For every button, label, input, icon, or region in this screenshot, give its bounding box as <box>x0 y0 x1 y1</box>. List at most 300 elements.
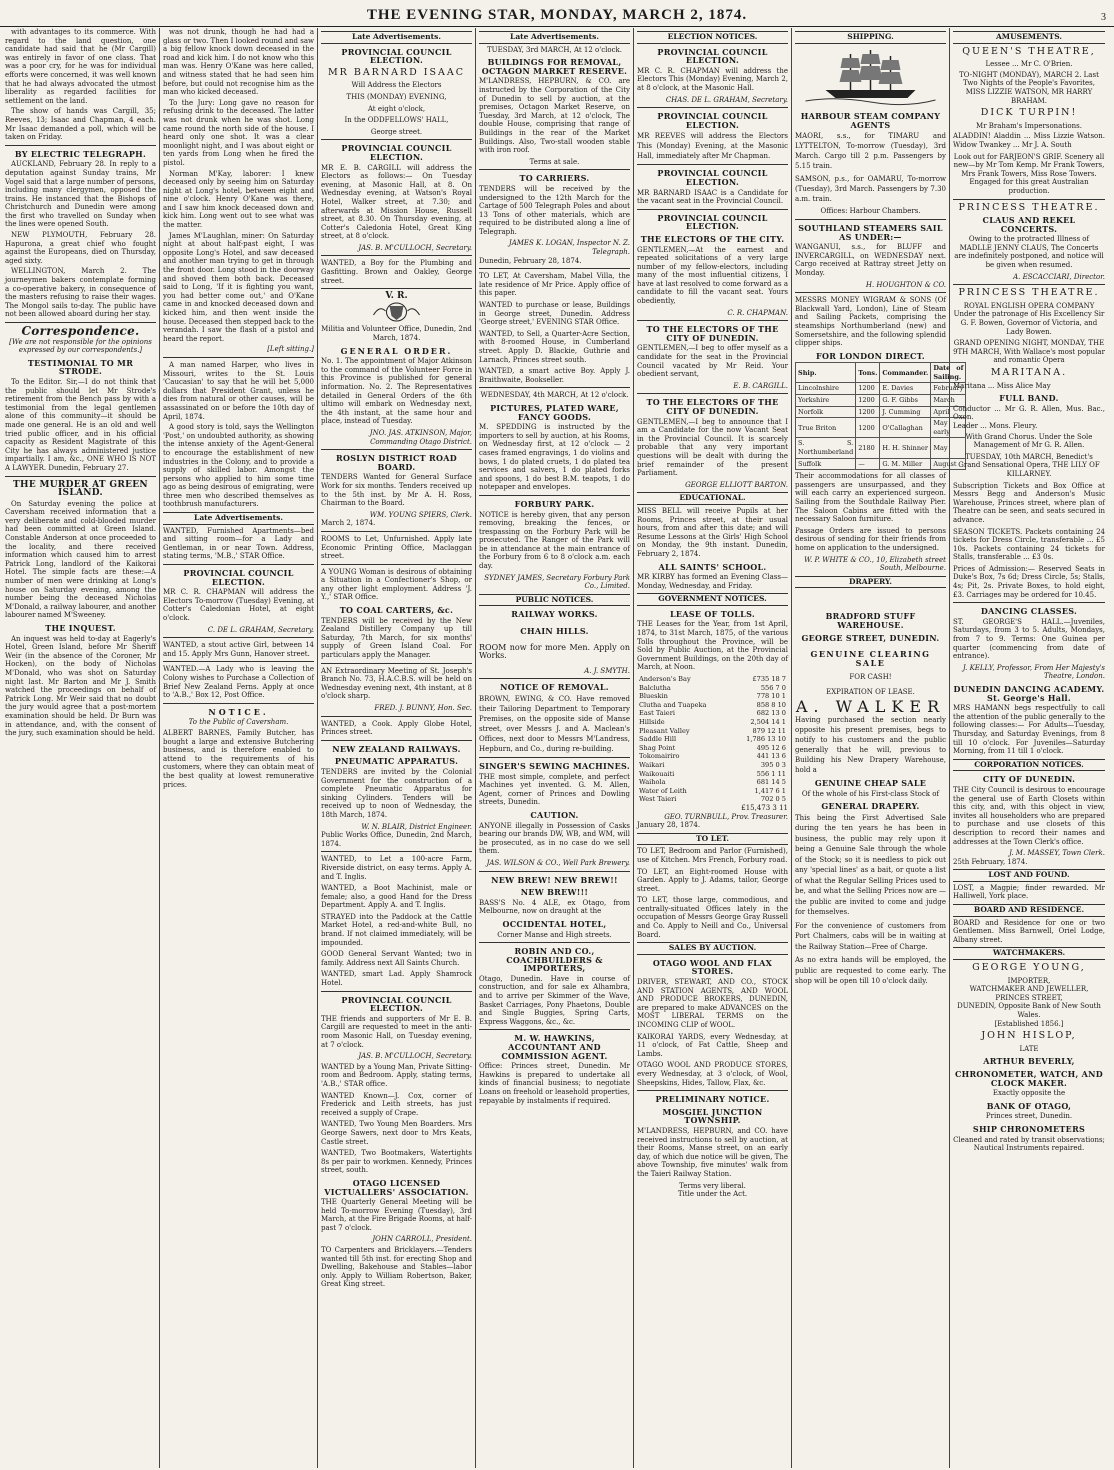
advertisement: M. SPEDDING is instructed by the importers to sell by auction, at his Rooms, on Wednesday first, at 12 o'clock — 2 cases framed engravings, 1 do violins and bows, 1 do plated cruets, 1 do plated tea services and salvers, 1 do plated forks and spoons, 1 do best B.M. teapots, 1 do notepaper and envelopes. <box>479 423 630 492</box>
ad-signature: W. P. WHITE & CO., 10, Elizabeth street South, Melbourne. <box>804 555 946 573</box>
advertisement: ALBERT BARNES, Family Butcher, has bought a large and extensive Butchering business, and is therefore enabled to attend to the requirements of his customers, where they can obtain meat of the best quality at lowest remunerative prices. <box>163 728 314 789</box>
ad-heading: PROVINCIAL COUNCIL ELECTION. <box>657 168 768 187</box>
section-heading: Late Advertisements. <box>163 512 314 525</box>
advertisement: A YOUNG Woman is desirous of obtaining a Situation in a Confectioner's Shop, or any other light employment. Address 'J. Y.,' STAR Office. <box>321 567 472 602</box>
ad-heading: SINGER'S SEWING MACHINES. <box>479 761 630 771</box>
advertisement: MAORI, s.s., for TIMARU and LYTTELTON, To-morrow (Tuesday), 3rd March. Cargo till 2 p.m. Passengers by 5.15 train. <box>795 132 946 171</box>
ad-line: Mr Braham's Impersonations. <box>976 121 1082 130</box>
ships-cell: E. Davies <box>880 383 931 395</box>
tolls-row <box>637 709 788 718</box>
toll-name: Balclutha <box>639 683 671 692</box>
ad-line: Terms at sale. <box>529 157 580 166</box>
ad-display-name: QUEEN'S THEATRE, <box>962 45 1096 57</box>
ships-cell: S. S. Northumberland <box>796 438 856 458</box>
ad-heading: GENUINE CLEARING SALE <box>810 649 931 668</box>
divider <box>163 703 314 704</box>
ad-display-name: MARITANA. <box>990 367 1068 378</box>
divider <box>321 288 472 289</box>
ad-signature: C. R. CHAPMAN. <box>727 308 788 317</box>
section-heading: WATCHMAKERS. <box>953 947 1105 960</box>
advertisement: WANTED, Two Bootmakers, Watertights 8s per pair to workmen. Kennedy, Princes street, south. <box>321 1149 472 1175</box>
advertisement: GRAND OPENING NIGHT, MONDAY, THE 9TH MARCH, With Wallace's most popular and romantic Opera <box>953 339 1105 365</box>
royal-arms-icon <box>321 301 472 323</box>
telegram: NEW PLYMOUTH, February 28. Hapurona, a great chief who fought against the Europeans, died on Thursday, aged sixty. <box>5 231 156 265</box>
ad-line: WATCHMAKER AND JEWELLER, <box>969 985 1089 994</box>
ad-line: Offices: Harbour Chambers. <box>820 207 921 216</box>
ad-heading: PRELIMINARY NOTICE. <box>655 1094 770 1105</box>
ad-heading: PROVINCIAL COUNCIL ELECTION. <box>657 46 768 66</box>
article-subheading: THE INQUEST. <box>45 623 116 633</box>
ad-line: IMPORTER, <box>1007 976 1051 985</box>
advertisement: With Grand Chorus. Under the Sole Management of Mr G. R. Allen. <box>965 432 1093 450</box>
divider <box>637 1090 788 1091</box>
ad-signature: FRED. J. BUNNY, Hon. Sec. <box>374 704 472 712</box>
divider <box>479 757 630 758</box>
ad-signature: WM. YOUNG SPIERS, Clerk. <box>369 510 472 519</box>
ad-date: Dunedin, February 28, 1874. <box>479 256 582 265</box>
tolls-row <box>637 727 788 736</box>
ships-cell: 2180 <box>856 438 880 458</box>
advertisement: ROOM now for more Men. Apply on Works. <box>479 642 630 661</box>
ad-line: Maritana ... Miss Alice May <box>953 381 1051 390</box>
advertisement: WANTED, a Cook. Apply Globe Hotel, Princes street. <box>321 719 472 737</box>
advertisement: Otago, Dunedin. Have in course of construction, and for sale ex Alhambra, and to arrive per Skimmer of the Wave, Basket Carriages, Pony Phaetons, Double and Single Buggies, Spring Carts, Express Waggons, &c., &c. <box>479 974 630 1026</box>
toll-name: West Taieri <box>639 795 677 804</box>
section-heading: SALES BY AUCTION. <box>637 942 788 955</box>
advertisement: WANTED Known—J. Cox, corner of Frederick and Leith streets, has just received a supply of Crape. <box>321 1091 472 1117</box>
advertisement: MRS HAMANN begs respectfully to call the attention of the public generally to the following classes:— For Adults—Tuesday, Thursday, and Saturday Evenings, from 8 till 10 o'clock. For Juveniles—Saturday Morning, from 11 till 1 o'clock. <box>953 704 1105 756</box>
ad-date: March 2, 1874. <box>321 519 376 528</box>
ships-row <box>796 406 966 418</box>
ad-heading: DUNEDIN DANCING ACADEMY. St. George's Hall. <box>953 684 1105 703</box>
advertisement: WANTED by a Young Man, Private Sitting-room and Bedroom. Apply, stating terms, 'A.B.,' STAR office. <box>321 1062 472 1088</box>
sale-date: TUESDAY, 3rd MARCH, At 12 o'clock. <box>487 45 622 54</box>
advertisement: LOST, a Magpie; finder rewarded. Mr Halliwell, York place. <box>953 883 1105 901</box>
ad-heading: NEW BREW!!! <box>520 887 589 898</box>
advertisement: WANTED to purchase or lease, Buildings in George street, Dunedin. Address 'George street,' EVENING STAR Office. <box>479 301 630 327</box>
ad-display-name: JOHN HISLOP, <box>981 1030 1077 1042</box>
article-text: On Saturday evening the police at Caversham received information that a very deliberate and cold-blooded murder had been committed at Green Island. Constable Anderson at once proceeded to the locality, and there received information which caused him to arrest Patrick Long, landlord of the Kaikorai Hotel. The simple facts are these:—A number of men were drinking at Long's house on Saturday evening, among the number being the deceased Nicholas M'Donald, a railway labourer, and another labourer named M'Sweeney. <box>5 499 156 620</box>
ad-heading: GEORGE STREET, DUNEDIN. <box>801 632 940 643</box>
advertisement: THE most simple, complete, and perfect Machines yet invented. G. M. Allen, Agent, corner of Princes and Dowling streets, Dunedin. <box>479 772 630 807</box>
tolls-total: £15,473 3 11 <box>741 803 788 812</box>
advertisement: Prices of Admission:— Reserved Seats in Duke's Box, 7s 6d; Dress Circle, 5s; Stalls, 4s; Pit, 2s. Private Boxes, to hold eight, £3. Carriages may be ordered for 10.45. <box>953 564 1105 599</box>
advertisement: THE Quarterly General Meeting will be held To-morrow Evening (Tuesday), 3rd March, at the Fire Brigade Rooms, at half-past 7 o'clock. <box>321 1198 472 1232</box>
toll-name: Blueskin <box>639 692 668 701</box>
ships-cell: Norfolk <box>796 406 856 418</box>
ships-column-header: Date of Sailing. <box>931 363 966 383</box>
article-text: A man named Harper, who lives in Missouri, writes to the St. Louis 'Caucasian' to say that he will bet 5,000 dollars that President Grant, unless he dies from natural or other causes, will be assassinated on or before the 10th day of April, 1874. <box>163 360 314 421</box>
section-heading: DRAPERY. <box>795 576 946 589</box>
tolls-row <box>637 692 788 701</box>
ships-cell: February <box>931 383 966 395</box>
divider <box>321 449 472 450</box>
advertisement: M'LANDRESS, HEPBURN, and CO. have received instructions to sell by auction, at their Rooms, Manse street, on an early day, of which due notice will be given, The above Township, five minutes' walk from the Taieri Railway Station. <box>637 1126 788 1178</box>
tolls-row <box>637 787 788 796</box>
ad-heading: NOTICE. <box>208 706 269 717</box>
ad-heading: PROVINCIAL COUNCIL ELECTION. <box>657 212 768 232</box>
ships-cell: 1200 <box>856 383 880 395</box>
divider <box>795 219 946 220</box>
advertisement: BASS'S No. 4 ALE, ex Otago, from Melbourne, now on draught at the <box>479 898 630 916</box>
ad-signature: A. ESCACCIARI, Director. <box>1013 272 1105 281</box>
divider <box>479 169 630 170</box>
advertisement: ST. GEORGE'S HALL.—Juveniles, Saturdays, from 3 to 5. Adults, Mondays, from 7 to 9. Terms: One Guinea per quarter (commencing from date of entrance). <box>953 617 1105 661</box>
ships-cell: 1200 <box>856 418 880 438</box>
divider <box>953 284 1105 285</box>
divider <box>637 393 788 394</box>
page-number: 3 <box>1101 12 1106 23</box>
advertisement: TUESDAY, 10th MARCH, Benedict's Grand Sensational Opera, THE LILY OF KILLARNEY. <box>958 452 1100 478</box>
tolls-row <box>637 675 788 684</box>
ad-line: Lessee ... Mr C. O'Brien. <box>985 60 1073 69</box>
tolls-row <box>637 701 788 710</box>
divider <box>321 851 472 852</box>
ad-line: Corner Manse and High streets. <box>497 930 612 939</box>
ad-line: [Established 1856.] <box>994 1019 1064 1028</box>
advertisement: Their accommodations for all classes of passengers are unsurpassed, and they will each carry an experienced surgeon. Sailing from the Southdale Railway Pier. The Saloon Cabins are fitted with the necessary Saloon furniture. <box>795 472 946 524</box>
ad-heading: NOTICE OF REMOVAL. <box>500 682 609 693</box>
ad-line: Conductor ... Mr G. R. Allen, Mus. Bac., Oxon. <box>953 404 1105 422</box>
ad-line: Of the whole of his First-class Stock of <box>801 789 940 798</box>
ad-heading: ARTHUR BEVERLY, <box>983 1056 1075 1067</box>
advertisement: WANTED, to Sell, a Quarter-Acre Section, with 8-roomed House, in Cumberland street. Apply D. Blackie, Guthrie and Larnach, Princes street south. <box>479 329 630 364</box>
ships-cell: Lincolnshire <box>796 383 856 395</box>
column-4 <box>476 28 634 1468</box>
newspaper-title: THE EVENING STAR, MONDAY, MARCH 2, 1874. <box>366 6 748 23</box>
ships-cell: Suffolk <box>796 458 856 470</box>
divider <box>795 292 946 293</box>
ad-display-name: A. WALKER <box>795 696 946 716</box>
divider <box>479 871 630 872</box>
ships-column-header: Commander. <box>880 363 931 383</box>
toll-name: Anderson's Bay <box>639 675 691 684</box>
ad-line: At eight o'clock, <box>367 104 426 113</box>
ad-signature: H. HOUGHTON & CO. <box>865 280 946 289</box>
ad-line: Leader ... Mons. Fleury. <box>953 421 1038 430</box>
ad-heading: HARBOUR STEAM COMPANY AGENTS <box>800 111 941 130</box>
ships-cell: 1200 <box>856 395 880 407</box>
article-text: To the Jury: Long gave no reason for refusing drink to the deceased. The latter was not drunk when he was shot. Long came round the north side of the house. I heard only one shot. It was a clear moonlight night, and I was about eight or ten yards from Long when he fired the pistol. <box>163 98 314 167</box>
divider <box>321 531 472 532</box>
divider <box>163 564 314 565</box>
ad-heading: PROVINCIAL COUNCIL ELECTION. <box>341 994 452 1014</box>
tolls-table <box>637 675 788 804</box>
ships-cell: 1200 <box>856 406 880 418</box>
advertisement: MR BARNARD ISAAC is a Candidate for the vacant seat in the Provincial Council. <box>637 188 788 206</box>
ad-line: FOR CASH! <box>849 673 892 682</box>
advertisement: OTAGO WOOL AND PRODUCE STORES, every Wednesday, at 3 o'clock, of Wool, Sheepskins, Hides, Tallow, Flax, &c. <box>637 1061 788 1087</box>
advertisement: Look out for FARJEON'S GRIF. Scenery all new—by Mr Tom Kemp. Mr Frank Towers, Mrs Frank Towers, Miss Rose Towers. Engaged for this great Australian production. <box>953 152 1105 195</box>
section-heading: ELECTION NOTICES. <box>637 31 788 44</box>
divider <box>163 357 314 358</box>
advertisement: TENDERS Wanted for General Surface Work for six months. Tenders received up to the 5th inst. by Mr A. H. Ross, Chairman to the Board. <box>321 473 472 508</box>
ad-heading: M. W. HAWKINS, ACCOUNTANT AND COMMISSION AGENT. <box>501 1033 608 1061</box>
toll-amount: 682 13 0 <box>756 709 786 718</box>
advertisement: Passage Orders are issued to persons desirous of sending for their friends from home on application to the undersigned. <box>795 526 946 552</box>
telegram: WELLINGTON, March 2. The journeymen bakers contemplate forming a co-operative bakery, in consequence of the masters refusing to raise their wages. The Mongol sails to-day. The public have not been allowed aboard during her stay. <box>5 267 156 319</box>
ad-date: 25th February, 1874. <box>953 857 1028 866</box>
divider <box>5 322 156 323</box>
advertisement: TO Carpenters and Bricklayers.—Tenders wanted till 5th inst. for erecting Shop and Dwelling, Bakehouse and Stables—labor only. Apply to William Robertson, Baker, Great King street. <box>321 1246 472 1289</box>
ad-signature: JOHN CARROLL, President. <box>372 1235 472 1244</box>
section-heading: SHIPPING. <box>795 31 946 44</box>
advertisement: THE City Council is desirous to encourage the general use of Earth Closets within this city, and, with this object in view, invites all householders who are prepared to purchase and use closets of this description to record their names and addresses at the Town Clerk's office. <box>953 785 1105 846</box>
toll-amount: 395 0 3 <box>760 760 786 769</box>
column-6 <box>792 28 964 1468</box>
divider <box>5 476 156 477</box>
toll-amount: 702 0 5 <box>760 795 786 804</box>
ad-signature: J. KELLY, Professor, From Her Majesty's Theatre, London. <box>962 663 1105 681</box>
ad-heading: DANCING CLASSES. <box>980 606 1078 617</box>
ad-heading: SOUTHLAND STEAMERS SAIL AS UNDER:— <box>798 222 943 242</box>
ships-cell: May <box>931 438 966 458</box>
ad-heading: ROBIN AND CO., COACHBUILDERS & IMPORTERS, <box>506 946 603 974</box>
advertisement: Having purchased the section nearly opposite his present premises, begs to notify to his customers and the public generally that he will, previous to Building his New Drapery Warehouse, hold a <box>795 716 946 775</box>
advertisement: MR REEVES will address the Electors This (Monday) Evening, at the Masonic Hall, immediately after Mr Chapman. <box>637 132 788 161</box>
toll-amount: 441 13 6 <box>756 752 786 761</box>
ad-display-name: DICK TURPIN! <box>980 107 1078 119</box>
ships-row <box>796 458 966 470</box>
ad-subheading: To the Public of Caversham. <box>188 718 289 727</box>
ships-cell: August <box>931 458 966 470</box>
ad-line: PRINCES STREET, <box>995 993 1063 1002</box>
advertisement: WANTED, a smart active Boy. Apply J. Braithwaite, Bookseller. <box>479 367 630 384</box>
ad-signature: J. M. MASSEY, Town Clerk. <box>1009 849 1105 858</box>
article-text: The show of hands was Cargill, 35; Reeves, 13; Isaac and Chapman, 4 each. Mr Isaac demanded a poll, which will be taken on Friday. <box>5 107 156 142</box>
ad-heading: NEW ZEALAND RAILWAYS. <box>332 743 461 754</box>
ad-heading: MOSGIEL JUNCTION TOWNSHIP. <box>662 1106 763 1126</box>
ad-line: Exactly opposite the <box>992 1089 1066 1098</box>
section-heading: BOARD AND RESIDENCE. <box>953 904 1105 917</box>
divider <box>321 716 472 717</box>
advertisement: GENTLEMEN,—I beg to offer myself as a candidate for the seat in the Provincial Council vacated by Mr Reid. Your obedient servant, <box>637 344 788 379</box>
ad-heading: PROVINCIAL COUNCIL ELECTION. <box>341 143 452 162</box>
ad-heading: PROVINCIAL COUNCIL ELECTION. <box>341 46 452 66</box>
ad-line: Terms very liberal. <box>679 1181 746 1190</box>
ships-cell: G. F. Gibbs <box>880 395 931 407</box>
ships-cell: March <box>931 395 966 407</box>
section-heading: CORPORATION NOTICES. <box>953 759 1105 772</box>
divider <box>479 942 630 943</box>
advertisement: TENDERS will be received by the New Zealand Distillery Company up till Saturday, 7th March, for six months' supply of Green Island Coal. For particulars apply the Manager. <box>321 616 472 660</box>
tolls-row <box>637 684 788 693</box>
divider <box>953 199 1105 200</box>
ships-cell: H. H. Shinner <box>880 438 931 458</box>
royal-cipher: V. R. <box>385 291 408 302</box>
divider <box>479 387 630 388</box>
toll-name: Tokomairiro <box>639 752 680 761</box>
divider <box>479 268 630 269</box>
ad-display-name: PRINCESS THEATRE. <box>958 287 1100 299</box>
ad-display-name: MR BARNARD ISAAC <box>327 66 466 78</box>
ad-heading: PICTURES, PLATED WARE, FANCY GOODS. <box>490 402 619 422</box>
ad-signature: GEO. TURNBULL, Prov. Treasurer. <box>664 812 788 821</box>
advertisement: M'LANDRESS, HEPBURN, & CO. are instructed by the Corporation of the City of Dunedin to sell by auction, at the premises, Octagon Market Reserve, on Tuesday, 3rd March, at 12 o'clock, The double House, comprising that range of Buildings in the rear of the Market Buildings. Also, Two-stall wooden stable with iron roof. <box>479 77 630 155</box>
advertisement: Subscription Tickets and Box Office at Messrs Begg and Anderson's Music Warehouse, Princes street, where plan of Theatre can be seen, and seats secured in advance. <box>953 481 1105 524</box>
column-5 <box>634 28 792 1468</box>
advertisement: No. 1. The appointment of Major Atkinson to the command of the Volunteer Force in this Province is published for general information. No. 2. The Representatives detailed in General Orders of the 6th ultimo will embark on Wednesday next, the 4th instant, at the same hour and place, instead of Tuesday. <box>321 357 472 426</box>
divider <box>637 320 788 321</box>
ad-subheading: CHAIN HILLS. <box>520 626 589 637</box>
divider <box>953 602 1105 603</box>
divider <box>479 1029 630 1030</box>
ad-heading: FOR LONDON DIRECT. <box>816 350 925 361</box>
ad-heading: FULL BAND. <box>999 393 1059 404</box>
ad-line: Title under the Act. <box>677 1190 748 1199</box>
sailing-ship-icon <box>795 46 946 106</box>
ad-signature: JAS. B. M'CULLOCH, Secretary. <box>358 243 472 252</box>
toll-amount: 681 14 5 <box>756 778 786 787</box>
advertisement: GENTLEMEN,—At the earnest and repeated solicitations of a very large number of my fellow-electors, including many of the most influential citizens, I have at last resolved to come forward as a candidate to fill the vacant seat. Yours obediently, <box>637 245 788 306</box>
ad-line: EXPIRATION OF LEASE. <box>826 687 915 696</box>
ad-signature: SYDNEY JAMES, Secretary Forbury Park Co., Limited. <box>484 573 630 591</box>
telegram: AUCKLAND, February 28. In reply to a deputation against Sunday trains, Mr Vogel said that a large number of persons, including many clergymen, opposed the trains. He instanced that the Bishops of Christchurch and Dunedin were among the first who travelled on Sunday when the lines were opened South. <box>5 160 156 229</box>
ad-subheading: PNEUMATIC APPARATUS. <box>334 756 459 767</box>
section-heading: Late Advertisements. <box>479 31 630 44</box>
advertisement: ALADDIN! Aladdin ... Miss Lizzie Watson. Widow Twankey ... Mr J. A. South <box>953 132 1105 149</box>
advertisement: This being the First Advertised Sale during the ten years he has been in business, the public may rely upon it being a Genuine Sale through the whole of the Stock; so it is needless to pick out any 'special lines' as a bait, or quote a list of what the Regular Selling Prices used to be, and what the Selling Prices now are — the public are invited to come and judge for themselves. <box>795 813 946 917</box>
section-heading: Correspondence. <box>21 324 140 338</box>
ad-heading: OTAGO LICENSED VICTUALLERS' ASSOCIATION. <box>324 1177 469 1197</box>
advertisement: THE friends and supporters of Mr E. B. Cargill are requested to meet in the anti-room Masonic Hall, on Tuesday evening, at 7 o'clock. <box>321 1014 472 1049</box>
advertisement: ROOMS to Let, Unfurnished. Apply late Economic Printing Office, Maclaggan street. <box>321 534 472 561</box>
advertisement: For the convenience of customers from Port Chalmers, cabs will be in waiting at the Railway Station—Free of Charge. <box>795 921 946 951</box>
ad-heading: OTAGO WOOL AND FLAX STORES. <box>652 957 773 977</box>
masthead <box>0 4 1114 27</box>
advertisement: AN Extraordinary Meeting of St. Joseph's Branch No. 73, H.A.C.B.S. will be held on Wednesday evening next, 4th instant, at 8 o'clock sharp. <box>321 666 472 701</box>
ad-line: In the ODDFELLOWS' HALL, <box>344 116 449 125</box>
ad-line: DUNEDIN, Opposite Bank of New South Wales. <box>957 1002 1101 1019</box>
ships-row <box>796 418 966 438</box>
advertisement: TO LET, At Caversham, Mabel Villa, the late residence of Mr Price. Apply office of this paper. <box>479 272 630 298</box>
ad-signature: JAS. B. M'CULLOCH, Secretary. <box>358 1052 472 1061</box>
section-heading: EDUCATIONAL. <box>637 492 788 505</box>
divider <box>637 107 788 108</box>
ad-line: THIS (MONDAY) EVENING, <box>346 92 447 101</box>
toll-name: Saddle Hill <box>639 735 677 744</box>
toll-amount: 495 12 6 <box>756 743 786 752</box>
advertisement: WANTED, smart Lad. Apply Shamrock Hotel. <box>321 970 472 988</box>
ad-signature: JAMES K. LOGAN, Inspector N. Z. Telegraph. <box>508 239 630 257</box>
article-heading: THE MURDER AT GREEN ISLAND. <box>13 479 148 499</box>
toll-amount: 1,786 13 10 <box>746 735 786 744</box>
advertisement: WANTED, a stout active Girl, between 14 and 15. Apply Mrs Gunn, Hanover street. <box>163 641 314 658</box>
ad-date: January 28, 1874. <box>637 821 701 830</box>
letter-text: To the Editor. Sir,—I do not think that the public should let Mr Strode's retirement from the Bench pass by with a testimonial from the legal gentlemen alone of this community—it should be made one general. He is an old and well tried public officer, and in his official capacity as Resident Magistrate of this City he has always administered justice impartially. I am, &c., ONE WHO IS NOT A LAWYER. Dunedin, February 27. <box>5 377 156 472</box>
advertisement: GENTLEMEN,—I beg to announce that I am a Candidate for the now Vacant Seat in the Provincial Council. It is scarcely probable that any very important questions will be dealt with during the brief remainder of the present Parliament. <box>637 417 788 478</box>
ad-signature: W. N. BLAIR, District Engineer. <box>361 822 472 831</box>
toll-name: Shag Point <box>639 743 676 752</box>
divider <box>321 139 472 140</box>
advertisement: WANTED, a Boot Machinist, male or female; also, a good Hand for the Dress Department. Apply A. and T. Inglis. <box>321 884 472 910</box>
ad-signature: GEORGE ELLIOTT BARTON. <box>685 480 788 489</box>
advertisement: WANTED, Furnished Apartments—bed and sitting room—for a Lady and Gentleman, in or near Town. Address, stating terms, 'M.B.,' STAR Office. <box>163 526 314 561</box>
advertisement: TO LET, Bedroom and Parlor (Furnished), use of Kitchen. Mrs French, Forbury road. <box>637 847 788 864</box>
advertisement: WANTED.—A Lady who is leaving the Colony wishes to Purchase a Collection of Brief New Zealand Ferns. Apply at once to 'A.B.,' Box 12, Post Office. <box>163 665 314 700</box>
tolls-row <box>637 778 788 787</box>
advertisement: TO-NIGHT (MONDAY), MARCH 2. Last Two Nights of the People's Favorites, MISS LIZZIE WATSON, MR HARRY BRAHAM. <box>959 70 1099 105</box>
advertisement: TENDERS are invited by the Colonial Government for the construction of a complete Pneumatic Apparatus for sinking Cylinders. Tenders will be received up to noon of Wednesday, the 18th March, 1874. <box>321 767 472 819</box>
toll-amount: 556 1 11 <box>756 769 786 778</box>
divider <box>5 145 156 146</box>
ad-line: George street. <box>370 127 423 136</box>
ad-heading: TO THE ELECTORS OF THE CITY OF DUNEDIN. <box>646 324 779 343</box>
divider <box>479 495 630 496</box>
advertisement: WANTED, to Let a 100-acre Farm, Riverside district, on easy terms. Apply A. and T. Inglis. <box>321 855 472 881</box>
ad-heading: FORBURY PARK. <box>514 498 595 509</box>
ad-display-name: GEORGE YOUNG, <box>972 962 1086 974</box>
ships-row <box>796 383 966 395</box>
ships-cell: J. Cumming <box>880 406 931 418</box>
ships-cell: G. M. Miller <box>880 458 931 470</box>
tolls-row <box>637 761 788 770</box>
column-7 <box>950 28 1108 1468</box>
ad-heading: RAILWAY WORKS. <box>511 609 598 620</box>
ad-signature: JAS. WILSON & CO., Well Park Brewery. <box>486 858 630 867</box>
ad-heading: ROSLYN DISTRICT ROAD BOARD. <box>336 453 457 472</box>
ad-signature: JNO. JAS. ATKINSON, Major, Commanding Otago District. <box>369 428 472 446</box>
letter-heading: TESTIMONIAL TO MR STRODE. <box>27 357 134 377</box>
section-heading: PUBLIC NOTICES. <box>479 594 630 607</box>
ad-signature: C. DE L. GRAHAM, Secretary. <box>207 625 314 634</box>
ships-row <box>796 395 966 407</box>
ad-heading: TO COAL CARTERS, &c. <box>339 605 454 616</box>
advertisement: KAIKORAI YARDS, every Wednesday, at 11 o'clock, of Fat Cattle, Sheep and Lambs. <box>637 1032 788 1058</box>
column-1 <box>2 28 160 1468</box>
ad-heading: GENERAL DRAPERY. <box>821 801 920 812</box>
ad-heading: LEASE OF TOLLS. <box>670 608 755 619</box>
divider <box>163 637 314 638</box>
tolls-row <box>637 752 788 761</box>
article-text: James M'Laughlan, miner: On Saturday night at about half-past eight, I was opposite Long's Hotel, and saw deceased and another man trying to get in through the front door. Long stood in the doorway and shoved them both back. Deceased said to Long, 'If it is fighting you want, you had better come out,' and O'Kane came in and knocked deceased down and kicked him, and then went inside the house. Deceased then stepped back to the verandah. I saw the flash of a pistol and heard the report. <box>163 231 314 343</box>
ad-heading: PROVINCIAL COUNCIL ELECTION. <box>183 568 294 587</box>
advertisement: BROWN, EWING, & CO. Have removed their Tailoring Department to Temporary Premises, on the opposite side of Manse street, over Messrs J. and A. Maclean's Offices, next door to Messrs M'Landress, Hepburn, and Co., during re-building. <box>479 695 630 753</box>
divider <box>637 164 788 165</box>
advertisement: Owing to the protracted Illness of MADLLE JENNY CLAUS, The Concerts are indefinitely postponed, and notice will be given when resumed. <box>954 235 1104 270</box>
advertisement: ROYAL ENGLISH OPERA COMPANY Under the patronage of His Excellency Sir G. F. Bowen, Governor of Victoria, and Lady Bowen. <box>953 301 1105 336</box>
ad-heading: BUILDINGS FOR REMOVAL, OCTAGON MARKET RESERVE. <box>481 57 628 76</box>
article-text: An inquest was held to-day at Eagerly's Hotel, Green Island, before Mr Sheriff Weir (in the absence of the Coroner, Mr Hocken), on the body of Nicholas M'Donald, who was shot on Saturday night last. Mr Barton and Mr J. Smith watched the proceedings on behalf of Patrick Long. Mr Weir said that no doubt the jury would agree that a post-mortem examination should be held. Dr Burn was in attendance, and, with the consent of the jury, such examination should be held. <box>5 634 156 738</box>
advertisement: Office: Princes street, Dunedin. Mr Hawkins is prepared to undertake all kinds of financial business; to negotiate Loans on freehold or leasehold properties, repayable by instalments if required. <box>479 1062 630 1105</box>
ad-heading: CAUTION. <box>530 809 579 820</box>
ad-line: Cleaned and rated by transit observations; Nautical Instruments repaired. <box>953 1135 1105 1153</box>
ad-heading: CLAUS AND REKEL CONCERTS. <box>982 215 1076 234</box>
advertisement: MISS BELL will receive Pupils at her Rooms, Princes street, at their usual hours, from and after this date; and will Resume Lessons at the Girls' High School on Monday, the 9th instant. Dunedin, February 2, 1874. <box>637 506 788 558</box>
divider <box>321 255 472 256</box>
advertisement: TO LET, those large, commodious, and centrally-situated Offices lately in the occupation of Messrs George Gray Russell and Co. Apply to Neill and Co., Universal Board. <box>637 896 788 939</box>
advertisement: BOARD and Residence for one or two Gentlemen. Miss Barnwell, Oriel Lodge, Albany street. <box>953 918 1105 944</box>
divider <box>163 661 314 662</box>
section-heading: GOVERNMENT NOTICES. <box>637 593 788 606</box>
ad-heading: TO CARRIERS. <box>519 173 590 184</box>
toll-name: Pleasant Valley <box>639 726 690 735</box>
advertisement: THE Leases for the Year, from 1st April, 1874, to 31st March, 1875, of the various Tolls throughout the Province, will be Sold by Public Auction, at the Provincial Government Buildings, on the 20th day of March, at Noon. <box>637 620 788 672</box>
toll-name: Waikari <box>639 760 665 769</box>
advertisement: TO LET, an Eight-roomed House with Garden. Apply to J. Adams, tailor, George street. <box>637 867 788 893</box>
advertisement: SAMSON, p.s., for OAMARU, To-morrow (Tuesday), 3rd March. Passengers by 7.30 a.m. train. <box>795 175 946 204</box>
ad-line: Will Address the Electors <box>351 81 442 90</box>
ad-line: Princes street, Dunedin. <box>985 1112 1073 1121</box>
ships-cell: O'Callaghan <box>880 418 931 438</box>
toll-amount: 858 8 10 <box>756 700 786 709</box>
toll-name: Waikouaiti <box>639 769 675 778</box>
tolls-row <box>637 795 788 804</box>
ad-heading: THE ELECTORS OF THE CITY. <box>640 233 785 244</box>
advertisement: WANGANUI, s.s., for BLUFF and INVERCARGILL, on WEDNESDAY next. Cargo received at Rattray street Jetty on Monday. <box>795 243 946 277</box>
ships-column-header: Tons. <box>856 363 880 383</box>
ad-heading: BRADFORD STUFF WAREHOUSE. <box>825 611 916 630</box>
